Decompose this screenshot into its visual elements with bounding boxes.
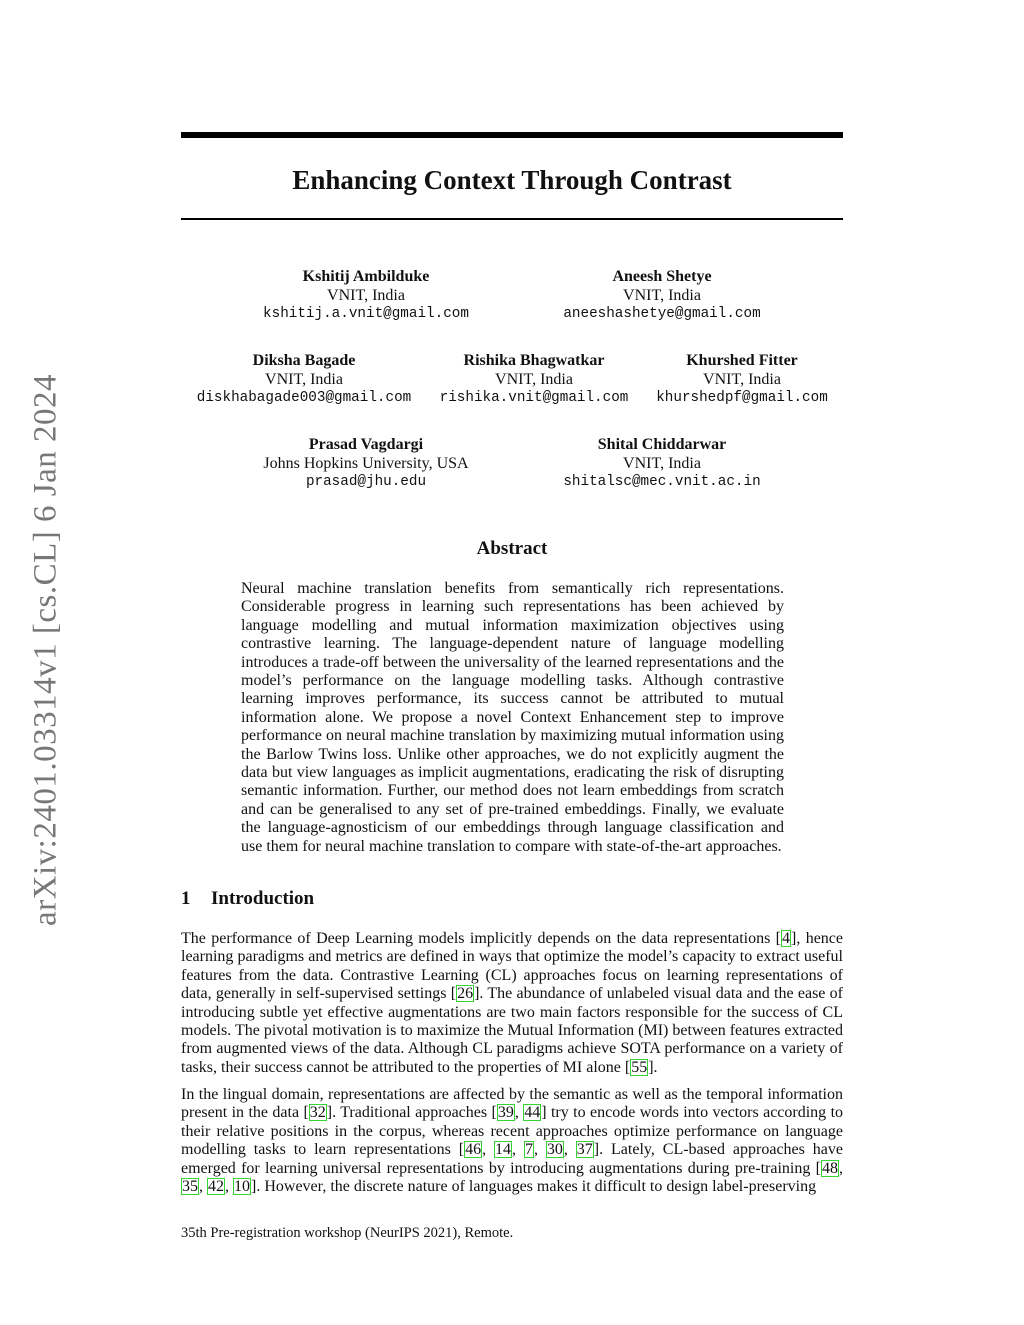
author-email[interactable]: aneeshashetye@gmail.com: [563, 306, 761, 322]
citation-link[interactable]: 46: [465, 1141, 482, 1159]
author-affiliation: VNIT, India: [495, 370, 573, 388]
author-name: Diksha Bagade: [252, 352, 356, 369]
intro-paragraph-1: [181, 930, 843, 1077]
title-bottom-rule: [181, 218, 843, 220]
text-run: The performance of Deep Learning models implicitly depends on the data representations [: [181, 930, 782, 947]
author-affiliation: VNIT, India: [703, 370, 781, 388]
abstract-heading: Abstract: [476, 538, 548, 559]
author-affiliation: VNIT, India: [265, 370, 343, 388]
citation-link[interactable]: 4: [782, 930, 791, 947]
text-run: ,: [839, 1159, 843, 1177]
citation-link[interactable]: 44: [524, 1104, 541, 1122]
citation-link[interactable]: 32: [309, 1104, 326, 1122]
abstract-text: Neural machine translation benefits from semantically rich representations. Considerable progress in learning such representations has been achieved by language modelling and mutual information maximization objectives using contrastive learning. The language-dependent nature of language modelling introduces a trade-off between the universality of the learned representations and the model’s performance on the language modelling tasks. Although contrastive learning improves performance, its success cannot be attributed to mutual information alone. We propose a novel Context Enhancement step to improve performance on neural machine translation by maximizing mutual information using the Barlow Twins loss. Unlike other approaches, we do not explicitly augment the data but view languages as implicit augmentations, eradicating the risk of disrupting semantic information. Further, our method does not learn embeddings from scratch and can be generalised to any set of pre-trained embeddings. Finally, we evaluate the language-agnosticism of our embeddings through language classification and use them for neural machine translation to compare with state-of-the-art approaches.: [241, 580, 784, 855]
text-run: ]. Lately, CL-based approaches have emerged for learning universal representations by introducing augmentations during pre-training [: [181, 1141, 843, 1177]
citation-link[interactable]: 7: [524, 1141, 533, 1159]
author-block: [184, 352, 424, 408]
text-run: ,: [512, 1141, 524, 1159]
author-email[interactable]: shitalsc@mec.vnit.ac.in: [563, 474, 761, 490]
author-affiliation: VNIT, India: [623, 454, 701, 472]
author-email[interactable]: rishika.vnit@gmail.com: [439, 390, 629, 406]
author-email[interactable]: prasad@jhu.edu: [305, 474, 427, 490]
intro-paragraph-2: [181, 1086, 843, 1196]
author-block: [241, 268, 491, 324]
citation-link[interactable]: 26: [457, 985, 474, 1003]
citation-link[interactable]: 48: [822, 1159, 838, 1177]
author-email[interactable]: kshitij.a.vnit@gmail.com: [263, 306, 469, 322]
author-affiliation: Johns Hopkins University, USA: [263, 454, 469, 472]
author-email[interactable]: diskhabagade003@gmail.com: [196, 390, 412, 406]
author-block: [537, 436, 787, 492]
author-block: [537, 268, 787, 324]
citation-link[interactable]: 14: [495, 1141, 512, 1159]
text-run: ,: [533, 1141, 546, 1159]
author-block: [241, 436, 491, 492]
author-block: [645, 352, 839, 408]
author-affiliation: VNIT, India: [327, 286, 405, 304]
text-run: ,: [225, 1178, 233, 1196]
author-name: Kshitij Ambilduke: [302, 268, 430, 285]
section-heading: [181, 887, 314, 911]
venue-footnote: 35th Pre-registration workshop (NeurIPS 2021), Remote.: [181, 1225, 514, 1241]
text-run: ]. Traditional approaches [: [326, 1104, 497, 1122]
title-top-rule: [181, 132, 843, 138]
citation-link[interactable]: 55: [631, 1058, 648, 1076]
citation-link[interactable]: 42: [208, 1178, 224, 1196]
citation-link[interactable]: 37: [576, 1141, 593, 1159]
author-name: Aneesh Shetye: [612, 268, 712, 285]
text-run: ,: [563, 1141, 576, 1159]
citation-link[interactable]: 30: [546, 1141, 563, 1159]
text-run: ]. However, the discrete nature of languages makes it difficult to design label-preserving: [251, 1178, 817, 1196]
paper-title: Enhancing Context Through Contrast: [292, 165, 732, 195]
text-run: ].: [648, 1058, 658, 1076]
text-run: ,: [482, 1141, 495, 1159]
citation-link[interactable]: 35: [182, 1178, 198, 1196]
text-run: ] try to encode words into vectors according to their relative positions in the corpus, whereas recent approaches optimize performance on language modelling tasks to learn representations [: [181, 1104, 844, 1159]
author-block: [424, 352, 644, 408]
author-email[interactable]: khurshedpf@gmail.com: [656, 390, 828, 406]
author-name: Prasad Vagdargi: [308, 436, 424, 453]
arxiv-id-text: arXiv:2401.03314v1 [cs.CL] 6 Jan 2024: [27, 374, 64, 926]
arxiv-identifier: [26, 370, 66, 930]
citation-link[interactable]: 39: [497, 1104, 514, 1122]
author-name: Rishika Bhagwatkar: [463, 352, 605, 369]
author-name: Khurshed Fitter: [686, 352, 798, 369]
text-run: ,: [199, 1178, 207, 1196]
text-run: In the lingual domain, representations are affected by the semantic as well as the temporal information present in the data [: [181, 1086, 843, 1122]
citation-link[interactable]: 10: [234, 1178, 250, 1196]
author-affiliation: VNIT, India: [623, 286, 701, 304]
section-number: 1: [181, 888, 191, 909]
text-run: ,: [514, 1104, 524, 1122]
text-run: ]. The abundance of unlabeled visual data and the ease of introducing subtle yet effective augmentations are two main factors responsible for the success of CL models. The pivotal motivation is to maximize the Mutual Information (MI) between features extracted from augmented views of the data. Although CL paradigms achieve SOTA performance on a variety of tasks, their success cannot be attributed to the properties of MI alone [: [181, 985, 844, 1076]
section-title: Introduction: [211, 888, 315, 909]
author-name: Shital Chiddarwar: [597, 436, 727, 453]
text-run: ], hence learning paradigms and metrics are defined in ways that optimize the model’s capacity to extract useful features from the data. Contrastive Learning (CL) approaches focus on learning representations of data, generally in self-supervised settings [: [181, 930, 843, 1003]
